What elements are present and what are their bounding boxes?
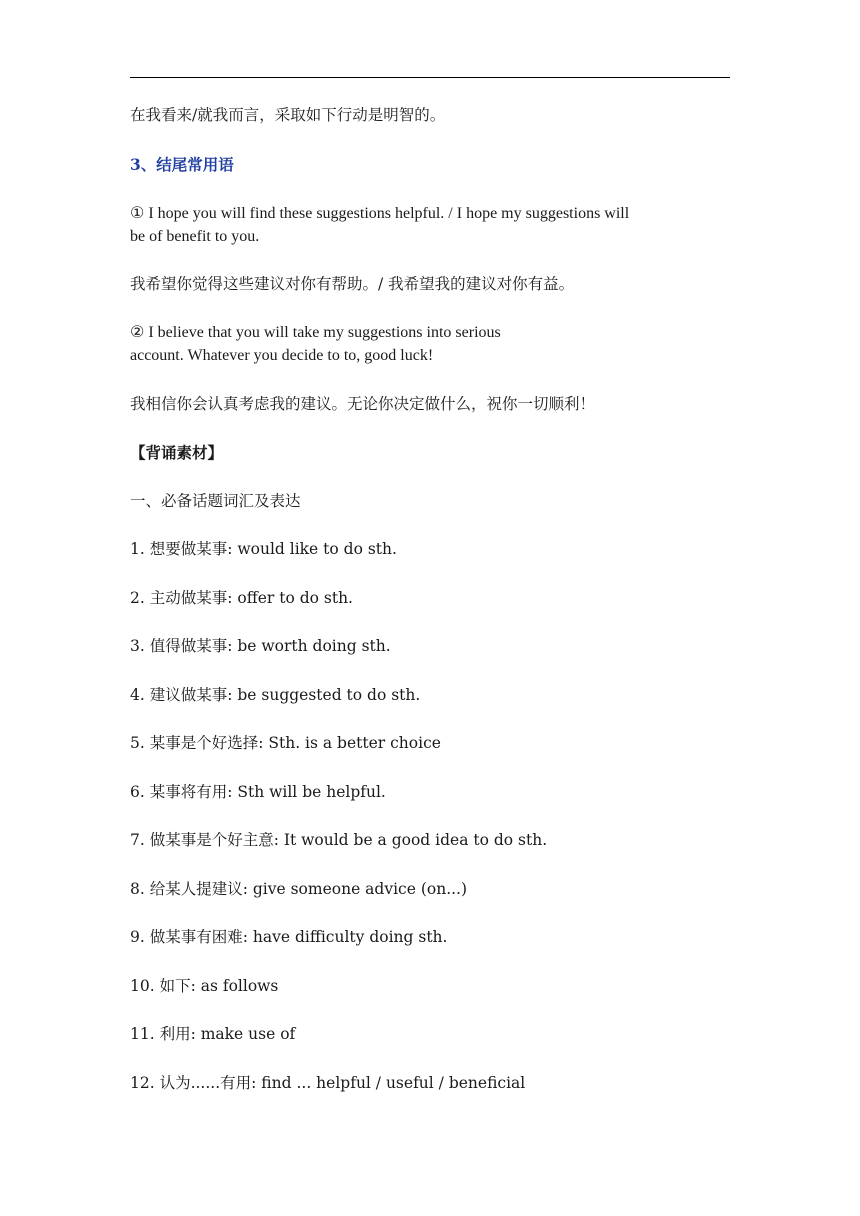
vocab-item: 11. 利用: make use of: [130, 1025, 296, 1043]
vocab-item: 2. 主动做某事: offer to do sth.: [130, 589, 353, 607]
closing-1-chinese: 我希望你觉得这些建议对你有帮助。/ 我希望我的建议对你有益。: [130, 275, 575, 293]
vocab-item: 1. 想要做某事: would like to do sth.: [130, 540, 397, 558]
vocab-item: 8. 给某人提建议: give someone advice (on...): [130, 880, 468, 898]
vocab-item: 7. 做某事是个好主意: It would be a good idea to do sth.: [130, 831, 548, 849]
vocab-item: 4. 建议做某事: be suggested to do sth.: [130, 686, 421, 704]
closing-2-english-line-2: account. Whatever you decide to to, good luck!: [130, 347, 434, 364]
closing-2-english-line-1: ② I believe that you will take my suggestions into serious: [130, 324, 501, 341]
closing-2-chinese: 我相信你会认真考虑我的建议。无论你决定做什么，祝你一切顺利！: [130, 395, 596, 413]
vocab-item: 5. 某事是个好选择: Sth. is a better choice: [130, 734, 441, 752]
vocab-item: 10. 如下: as follows: [130, 977, 279, 995]
section-3-heading: 3、结尾常用语: [130, 155, 234, 174]
intro-line: 在我看来/就我而言，采取如下行动是明智的。: [130, 106, 446, 124]
vocab-item: 12. 认为......有用: find ... helpful / useful / beneficial: [130, 1074, 526, 1092]
recite-heading: 【背诵素材】: [130, 443, 224, 462]
closing-1-english-line-2: be of benefit to you.: [130, 228, 260, 245]
vocab-heading: 一、必备话题词汇及表达: [130, 492, 301, 510]
vocab-item: 9. 做某事有困难: have difficulty doing sth.: [130, 928, 448, 946]
closing-1-english-line-1: ① I hope you will find these suggestions helpful. / I hope my suggestions will: [130, 205, 630, 222]
vocab-item: 3. 值得做某事: be worth doing sth.: [130, 637, 391, 655]
header-rule: [130, 77, 730, 78]
vocab-item: 6. 某事将有用: Sth will be helpful.: [130, 783, 386, 801]
